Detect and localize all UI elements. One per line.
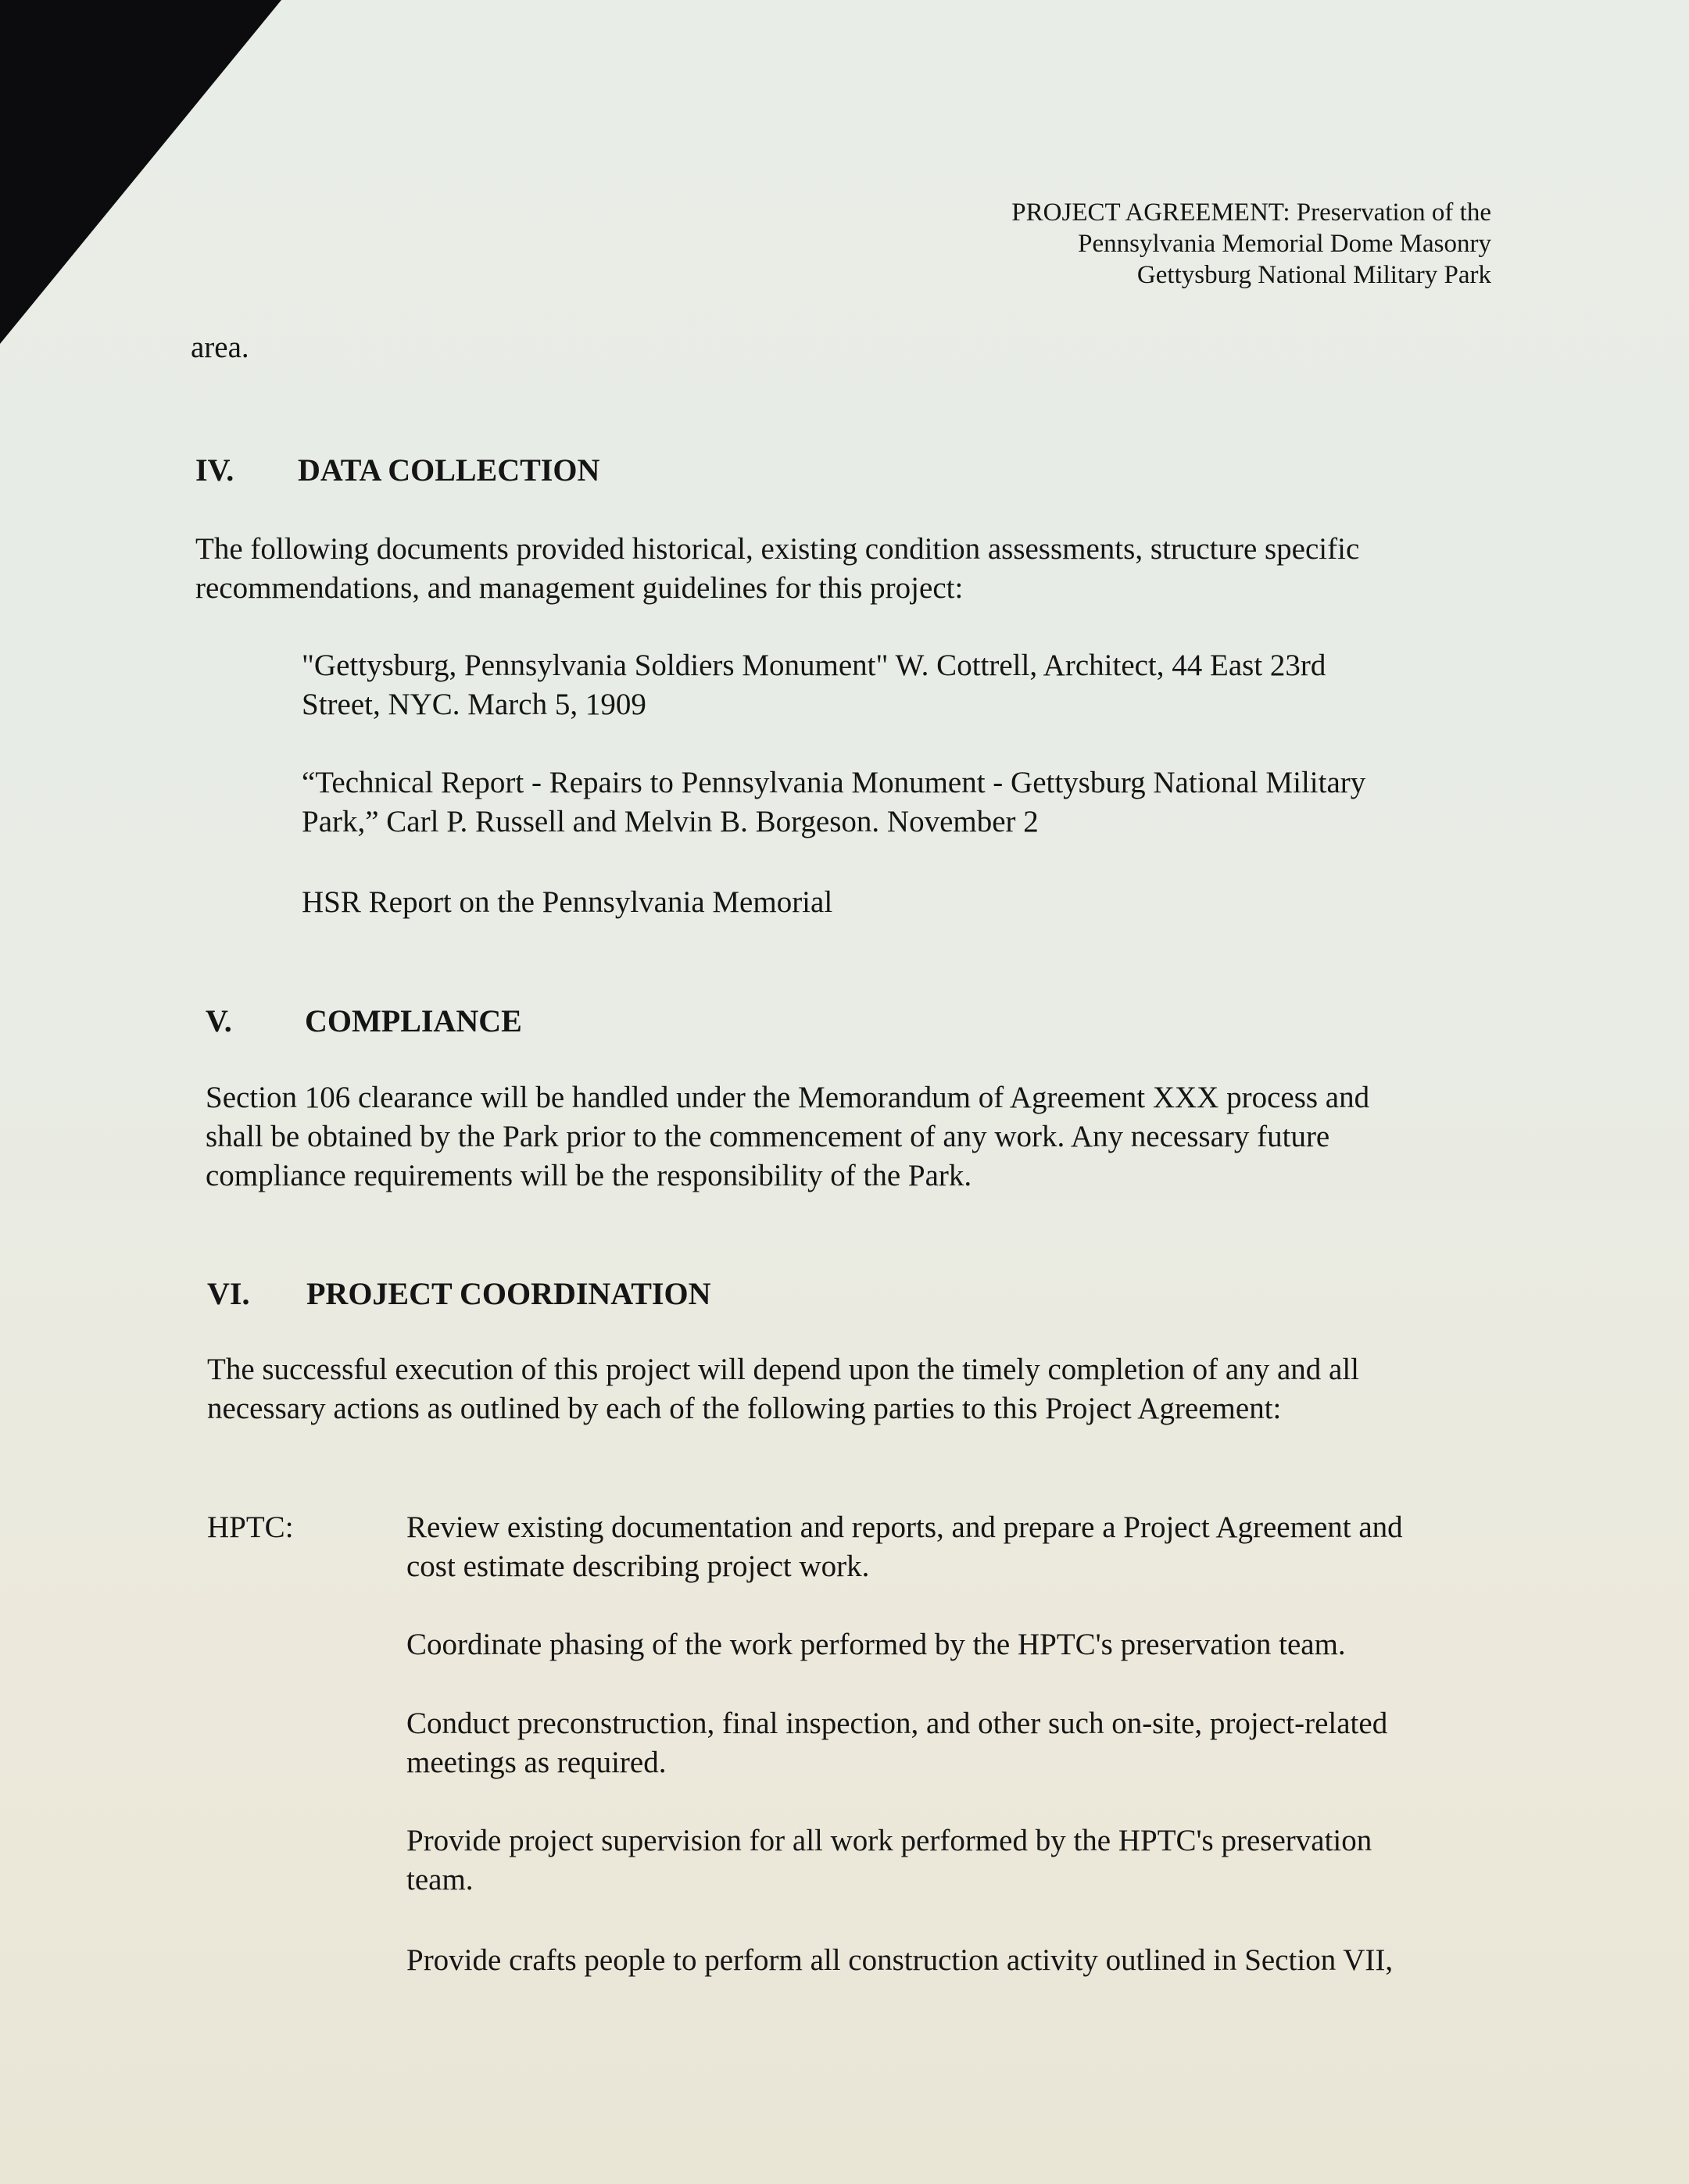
section-vi-title: PROJECT COORDINATION xyxy=(306,1276,711,1311)
section-vi-line-2: necessary actions as outlined by each of the following parties to this Project Agreement: xyxy=(207,1392,1282,1425)
section-vi-number: VI. xyxy=(207,1276,250,1311)
section-vi-line-1: The successful execution of this project will depend upon the timely completion of any and all xyxy=(207,1353,1360,1386)
hptc-item-1-line-1: Review existing documentation and reports, and prepare a Project Agreement and xyxy=(406,1510,1403,1544)
hptc-item-1 xyxy=(406,1508,1403,1586)
hptc-item-3-line-1: Conduct preconstruction, final inspection, and other such on-site, project-related xyxy=(406,1707,1388,1740)
reference-1-line-2: Street, NYC. March 5, 1909 xyxy=(302,688,646,721)
hptc-item-4 xyxy=(406,1821,1372,1900)
hptc-label: HPTC: xyxy=(207,1510,294,1544)
hptc-item-4-line-1: Provide project supervision for all work performed by the HPTC's preservation xyxy=(406,1824,1372,1857)
reference-1 xyxy=(302,646,1326,724)
reference-2 xyxy=(302,763,1365,842)
continued-text: area. xyxy=(191,331,249,364)
scan-corner-shadow xyxy=(0,0,281,344)
header-line-2: Pennsylvania Memorial Dome Masonry xyxy=(1078,230,1491,258)
section-iv-title: DATA COLLECTION xyxy=(298,452,600,488)
hptc-item-5: Provide crafts people to perform all construction activity outlined in Section VII, xyxy=(406,1943,1394,1977)
section-v-number: V. xyxy=(206,1003,232,1038)
hptc-item-2: Coordinate phasing of the work performed by the HPTC's preservation team. xyxy=(406,1628,1346,1661)
header-line-3: Gettysburg National Military Park xyxy=(1136,261,1491,289)
reference-1-line-1: "Gettysburg, Pennsylvania Soldiers Monument" W. Cottrell, Architect, 44 East 23rd xyxy=(302,649,1326,682)
hptc-item-4-line-2: team. xyxy=(406,1863,474,1896)
header-line-1: PROJECT AGREEMENT: Preservation of the xyxy=(1011,198,1491,227)
reference-2-line-2: Park,” Carl P. Russell and Melvin B. Borgeson. November 2 xyxy=(302,805,1039,838)
hptc-item-3-line-2: meetings as required. xyxy=(406,1746,667,1779)
section-vi-body xyxy=(207,1350,1359,1428)
section-v-title: COMPLIANCE xyxy=(305,1003,522,1038)
reference-2-line-1: “Technical Report - Repairs to Pennsylvania Monument - Gettysburg National Military xyxy=(302,766,1366,799)
section-iv-intro xyxy=(195,530,1359,608)
section-iv-intro-line-1: The following documents provided historical, existing condition assessments, structure specific xyxy=(195,532,1360,566)
section-v-line-2: shall be obtained by the Park prior to the commencement of any work. Any necessary future xyxy=(206,1120,1330,1153)
section-v-body xyxy=(206,1078,1369,1196)
section-v-line-1: Section 106 clearance will be handled under the Memorandum of Agreement XXX process and xyxy=(206,1081,1370,1114)
section-v-line-3: compliance requirements will be the responsibility of the Park. xyxy=(206,1159,972,1192)
document-header xyxy=(1011,197,1491,291)
section-iv-intro-line-2: recommendations, and management guidelines for this project: xyxy=(195,571,964,605)
hptc-item-3 xyxy=(406,1704,1387,1782)
hptc-item-1-line-2: cost estimate describing project work. xyxy=(406,1550,870,1583)
section-iv-number: IV. xyxy=(195,452,234,488)
reference-3: HSR Report on the Pennsylvania Memorial xyxy=(302,885,833,919)
